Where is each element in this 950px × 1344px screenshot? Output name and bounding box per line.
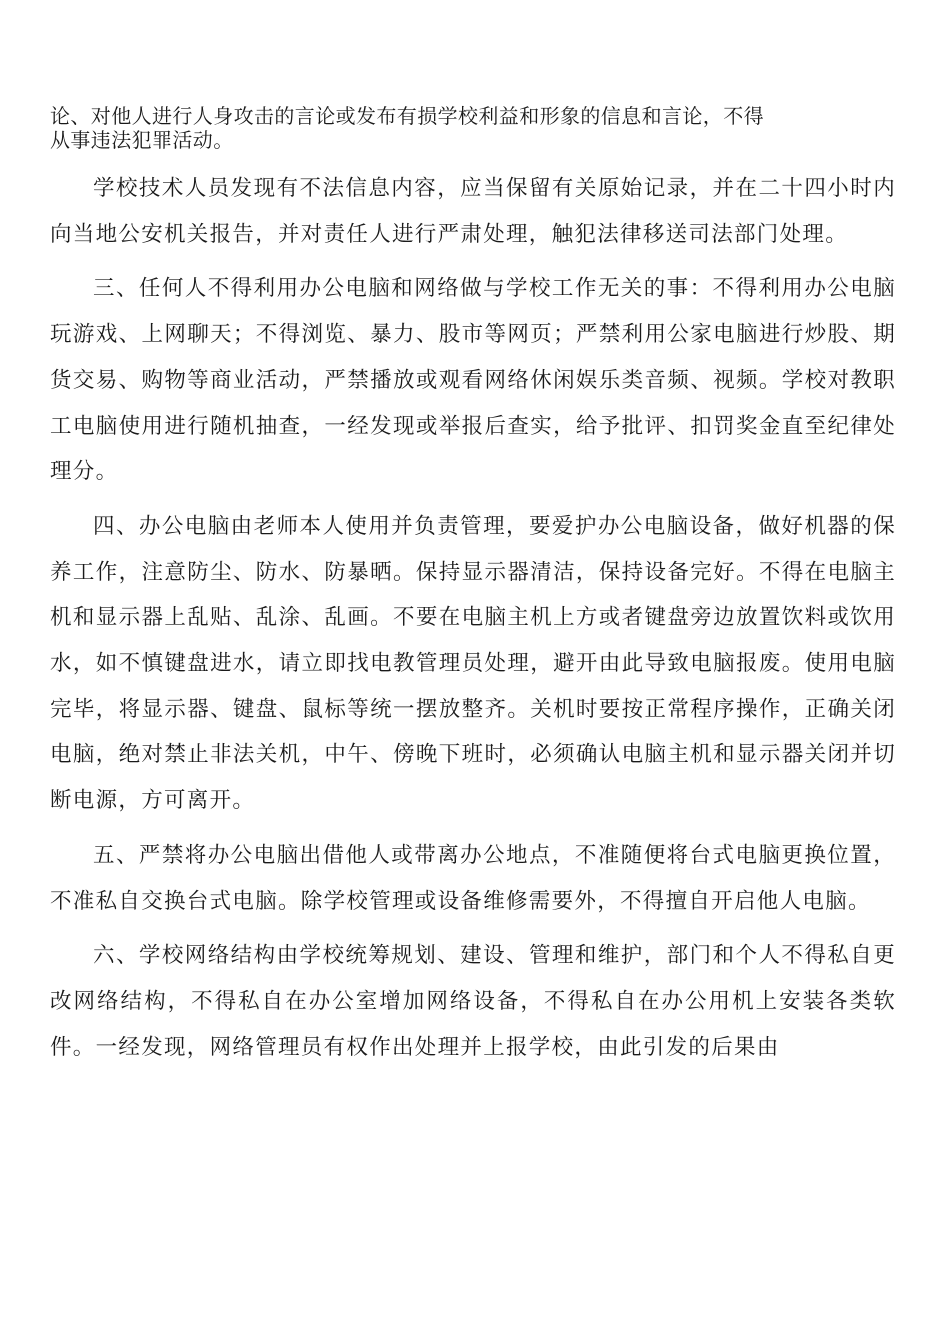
fragment-line: 从事违法犯罪活动。 [50, 128, 234, 152]
paragraph-rule-three: 三、任何人不得利用办公电脑和网络做与学校工作无关的事：不得利用办公电脑玩游戏、上网聊天；不得浏览、暴力、股市等网页；严禁利用公家电脑进行炒股、期货交易、购物等商业活动，严禁播放或观看网络休闲娱乐类音频、视频。学校对教职工电脑使用进行随机抽查，一经发现或举报后查实，给予批评、扣罚奖金直至纪律处理分。 [50, 276, 896, 485]
paragraph-rule-five: 五、严禁将办公电脑出借他人或带离办公地点，不准随便将台式电脑更换位置，不准私自交换台式电脑。除学校管理或设备维修需要外，不得擅自开启他人电脑。 [50, 842, 896, 914]
paragraph-technician-report: 学校技术人员发现有不法信息内容，应当保留有关原始记录，并在二十四小时内向当地公安机关报告，并对责任人进行严肃处理，触犯法律移送司法部门处理。 [50, 176, 896, 247]
paragraph-rule-six: 六、学校网络结构由学校统筹规划、建设、管理和维护，部门和个人不得私自更改网络结构，不得私自在办公室增加网络设备，不得私自在办公用机上安装各类软件。一经发现，网络管理员有权作出处理并上报学校，由此引发的后果由 [50, 943, 896, 1060]
fragment-line: 论、对他人进行人身攻击的言论或发布有损学校利益和形象的信息和言论，不得 [50, 104, 764, 128]
document-body [50, 166, 896, 1079]
paragraph-rule-four: 四、办公电脑由老师本人使用并负责管理，要爱护办公电脑设备，做好机器的保养工作，注意防尘、防水、防暴晒。保持显示器清洁，保持设备完好。不得在电脑主机和显示器上乱贴、乱涂、乱画。不要在电脑主机上方或者键盘旁边放置饮料或饮用水，如不慎键盘进水，请立即找电教管理员处理，避开由此导致电脑报废。使用电脑完毕，将显示器、键盘、鼠标等统一摆放整齐。关机时要按正常程序操作，正确关闭电脑，绝对禁止非法关机，中午、傍晚下班时，必须确认电脑主机和显示器关闭并切断电源，方可离开。 [50, 513, 896, 814]
continued-text-fragment [50, 104, 850, 152]
